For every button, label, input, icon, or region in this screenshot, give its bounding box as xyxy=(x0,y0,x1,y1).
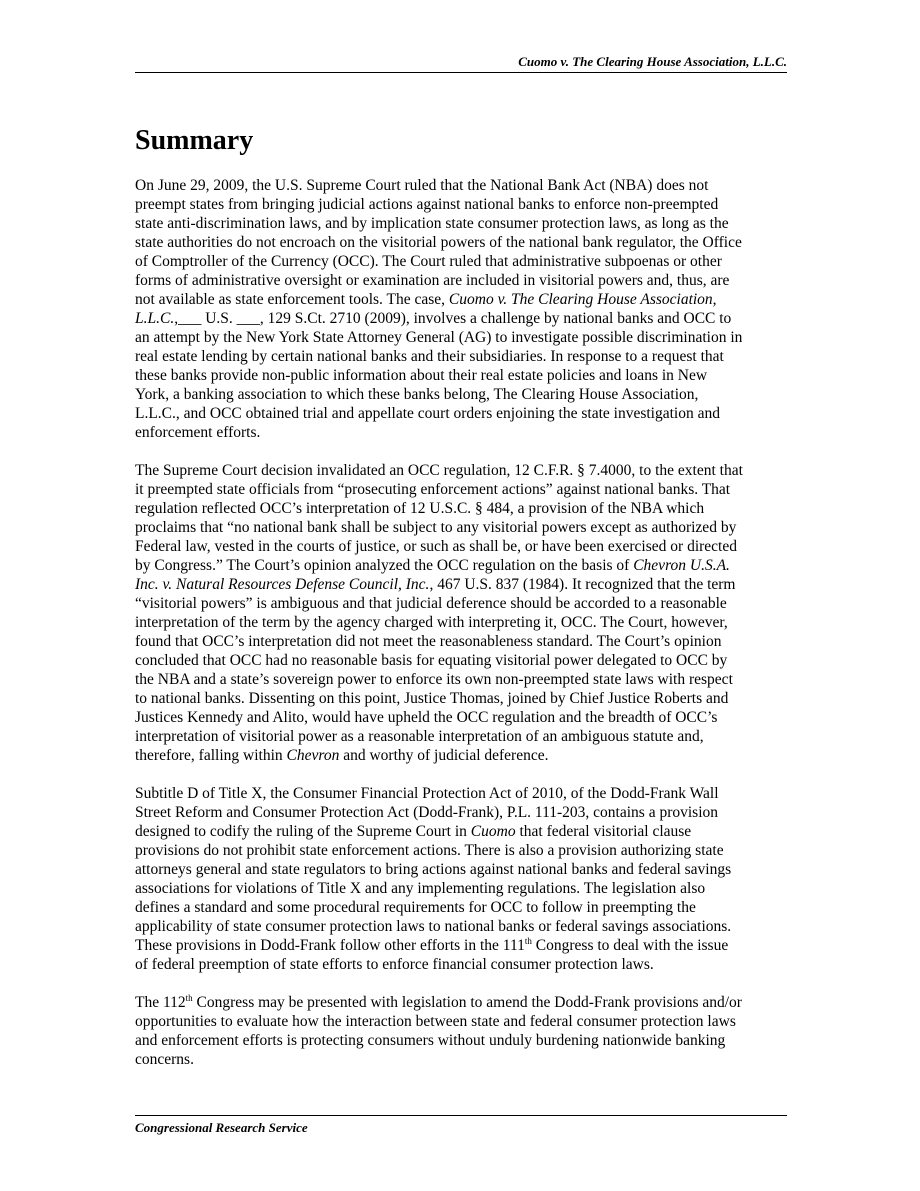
text-segment: Congress may be presented with legislation to amend the Dodd-Frank provisions and/or xyxy=(192,994,742,1011)
text-line xyxy=(135,822,787,841)
text-segment: designed to codify the ruling of the Supreme Court in xyxy=(135,823,471,840)
paragraph-3 xyxy=(135,784,787,974)
footer-rule xyxy=(135,1115,787,1116)
text-segment: Congress to deal with the issue xyxy=(531,937,729,954)
case-citation: Cuomo xyxy=(470,823,516,840)
header-rule xyxy=(135,72,787,73)
text-segment: by Congress.” The Court’s opinion analyzed the OCC regulation on the basis of xyxy=(135,557,634,574)
text-line: of Comptroller of the Currency (OCC). The Court ruled that administrative subpoenas or other xyxy=(135,253,722,270)
text-line: Federal law, vested in the courts of justice, or such as shall be, or have been exercised or directed xyxy=(135,538,737,555)
text-line: opportunities to evaluate how the interaction between state and federal consumer protection laws xyxy=(135,1013,736,1030)
text-line: these banks provide non-public information about their real estate policies and loans in New xyxy=(135,367,708,384)
case-citation: L.L.C. xyxy=(135,310,175,327)
text-line xyxy=(135,936,787,955)
text-line: defines a standard and some procedural requirements for OCC to follow in preempting the xyxy=(135,899,696,916)
summary-body xyxy=(135,176,787,1088)
ordinal-superscript: th xyxy=(185,993,193,1003)
text-segment: therefore, falling within xyxy=(135,747,287,764)
text-line xyxy=(135,746,787,765)
text-line: provisions do not prohibit state enforcement actions. There is also a provision authorizing state xyxy=(135,842,724,859)
text-line: Justices Kennedy and Alito, would have upheld the OCC regulation and the breadth of OCC’s xyxy=(135,709,718,726)
text-line: On June 29, 2009, the U.S. Supreme Court ruled that the National Bank Act (NBA) does not xyxy=(135,177,709,194)
text-segment: ,___ U.S. ___, 129 S.Ct. 2710 (2009), involves a challenge by national banks and OCC to xyxy=(174,310,732,327)
text-line: regulation reflected OCC’s interpretation of 12 U.S.C. § 484, a provision of the NBA which xyxy=(135,500,705,517)
text-line: Subtitle D of Title X, the Consumer Financial Protection Act of 2010, of the Dodd-Frank Wall xyxy=(135,785,719,802)
text-line: to national banks. Dissenting on this point, Justice Thomas, joined by Chief Justice Roberts and xyxy=(135,690,729,707)
case-citation: Inc. v. Natural Resources Defense Council, Inc. xyxy=(135,576,430,593)
text-segment: not available as state enforcement tools. The case, xyxy=(135,291,449,308)
text-segment: , 467 U.S. 837 (1984). It recognized that the term xyxy=(429,576,736,593)
running-header: Cuomo v. The Clearing House Association, L.L.C. xyxy=(518,54,787,69)
text-line: real estate lending by certain national banks and their subsidiaries. In response to a request that xyxy=(135,348,724,365)
text-segment: and worthy of judicial deference. xyxy=(339,747,549,764)
text-line: York, a banking association to which these banks belong, The Clearing House Association, xyxy=(135,386,699,403)
text-line: The Supreme Court decision invalidated an OCC regulation, 12 C.F.R. § 7.4000, to the extent that xyxy=(135,462,743,479)
text-line xyxy=(135,556,787,575)
case-citation: Cuomo v. The Clearing House Association, xyxy=(448,291,717,308)
text-line: interpretation of visitorial power as a reasonable interpretation of an ambiguous statute and, xyxy=(135,728,704,745)
text-line: an attempt by the New York State Attorney General (AG) to investigate possible discrimination in xyxy=(135,329,743,346)
paragraph-4 xyxy=(135,993,787,1069)
text-line: proclaims that “no national bank shall be subject to any visitorial powers except as authorized by xyxy=(135,519,737,536)
text-line: and enforcement efforts is protecting consumers without unduly burdening nationwide banking xyxy=(135,1032,726,1049)
text-line xyxy=(135,309,787,328)
text-segment: that federal visitorial clause xyxy=(515,823,692,840)
case-citation: Chevron U.S.A. xyxy=(633,557,730,574)
text-line: attorneys general and state regulators to bring actions against national banks and federal savings xyxy=(135,861,732,878)
text-line: state authorities do not encroach on the visitorial powers of the national bank regulator, the Office xyxy=(135,234,742,251)
text-line: interpretation of the term by the agency charged with interpreting it, OCC. The Court, however, xyxy=(135,614,728,631)
text-line: concluded that OCC had no reasonable basis for equating visitorial power delegated to OCC by xyxy=(135,652,728,669)
text-line xyxy=(135,575,787,594)
running-footer: Congressional Research Service xyxy=(135,1120,308,1135)
text-line: enforcement efforts. xyxy=(135,424,261,441)
text-line: found that OCC’s interpretation did not meet the reasonableness standard. The Court’s opinion xyxy=(135,633,722,650)
text-line xyxy=(135,290,787,309)
text-line: associations for violations of Title X and any implementing regulations. The legislation also xyxy=(135,880,706,897)
text-line: state anti-discrimination laws, and by implication state consumer protection laws, as long as the xyxy=(135,215,729,232)
text-segment: The 112 xyxy=(135,994,186,1011)
paragraph-1 xyxy=(135,176,787,442)
text-line: L.L.C., and OCC obtained trial and appellate court orders enjoining the state investigation and xyxy=(135,405,720,422)
text-line xyxy=(135,993,787,1012)
paragraph-2 xyxy=(135,461,787,765)
text-line: it preempted state officials from “prosecuting enforcement actions” against national banks. That xyxy=(135,481,731,498)
page-title: Summary xyxy=(135,125,254,156)
text-line: the NBA and a state’s sovereign power to enforce its own non-preempted state laws with respect xyxy=(135,671,733,688)
text-line: forms of administrative oversight or examination are included in visitorial powers and, thus, are xyxy=(135,272,730,289)
text-segment: These provisions in Dodd-Frank follow other efforts in the 111 xyxy=(135,937,525,954)
text-line: preempt states from bringing judicial actions against national banks to enforce non-preempted xyxy=(135,196,719,213)
text-line: applicability of state consumer protection laws to national banks or federal savings associations. xyxy=(135,918,732,935)
text-line: concerns. xyxy=(135,1051,194,1068)
text-line: “visitorial powers” is ambiguous and that judicial deference should be accorded to a reasonable xyxy=(135,595,727,612)
text-line: Street Reform and Consumer Protection Act (Dodd-Frank), P.L. 111-203, contains a provision xyxy=(135,804,719,821)
text-line: of federal preemption of state efforts to enforce financial consumer protection laws. xyxy=(135,956,654,973)
case-citation: Chevron xyxy=(286,747,340,764)
ordinal-superscript: th xyxy=(524,936,532,946)
